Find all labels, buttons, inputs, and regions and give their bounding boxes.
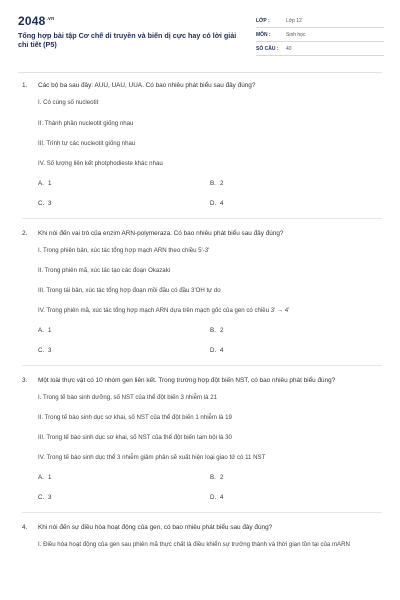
- question-stem: [22, 376, 382, 385]
- option-text: 4: [220, 494, 224, 501]
- meta-row-class: [256, 14, 384, 28]
- statement: I. Trong tế bào sinh dưỡng, số NST của thể đột biến 3 nhiễm là 21: [38, 394, 218, 401]
- option-text: 4: [220, 347, 224, 354]
- statement: I. Điều hòa hoạt động của gen sau phiên mã thực chất là điều khiển sự trưởng thành và thời gian tồn tại của mARN: [38, 541, 350, 548]
- question-number: 1.: [22, 82, 28, 89]
- question-text: Một loài thực vật có 10 nhóm gen liên kết. Trong trường hợp đột biến NST, có bao nhiêu phát biểu đúng?: [38, 377, 336, 384]
- question-list: [22, 81, 382, 549]
- question-3: [22, 376, 382, 502]
- option-letter: C.: [38, 347, 45, 354]
- question-number: 3.: [22, 377, 28, 384]
- option-b[interactable]: [210, 179, 350, 188]
- question-text: Khi nói đến sự điều hòa hoạt động của gen, có bao nhiêu phát biểu sau đây đúng?: [38, 524, 273, 531]
- statement: I. Có cùng số nucleotit: [38, 99, 99, 106]
- option-d[interactable]: [210, 199, 350, 208]
- option-d[interactable]: [210, 346, 350, 355]
- logo-text: 2048: [18, 14, 46, 28]
- document-header: [18, 14, 382, 70]
- option-c[interactable]: [38, 346, 210, 355]
- answer-options: [38, 493, 382, 502]
- meta-value: Sinh học: [286, 31, 306, 38]
- option-text: 2: [220, 327, 224, 334]
- option-text: 2: [220, 474, 224, 481]
- option-letter: D.: [210, 347, 217, 354]
- option-letter: C.: [38, 200, 45, 207]
- option-letter: B.: [210, 474, 216, 481]
- statement: III. Trong tế bào sinh dục sơ khai, số NST của thể đột biến tam bội là 30: [38, 434, 232, 441]
- question-1: [22, 81, 382, 208]
- option-letter: D.: [210, 200, 217, 207]
- option-text: 1: [48, 474, 52, 481]
- option-d[interactable]: [210, 493, 350, 502]
- answer-options: [38, 473, 382, 482]
- option-a[interactable]: [38, 473, 210, 482]
- option-a[interactable]: [38, 326, 210, 335]
- option-a[interactable]: [38, 179, 210, 188]
- statement: II. Trong tế bào sinh dục sơ khai, số NST của thể đột biến 1 nhiễm là 19: [38, 414, 232, 421]
- header-divider: [18, 72, 382, 73]
- meta-value: 40: [286, 45, 292, 52]
- option-letter: A.: [38, 474, 44, 481]
- option-letter: A.: [38, 327, 44, 334]
- option-letter: D.: [210, 494, 217, 501]
- question-2: [22, 229, 382, 355]
- option-text: 1: [48, 327, 52, 334]
- answer-options: [38, 179, 382, 188]
- option-text: 2: [220, 180, 224, 187]
- option-c[interactable]: [38, 493, 210, 502]
- question-4: [22, 523, 382, 549]
- meta-row-subject: [256, 28, 384, 42]
- option-b[interactable]: [210, 326, 350, 335]
- meta-value: Lớp 12: [286, 17, 302, 24]
- option-letter: B.: [210, 327, 216, 334]
- meta-key: SỐ CÂU :: [256, 45, 279, 52]
- statement: II. Thành phần nucleotit giống nhau: [38, 120, 134, 127]
- question-stem: [22, 229, 382, 238]
- option-text: 3: [48, 347, 52, 354]
- option-text: 3: [48, 200, 52, 207]
- question-stem: [22, 81, 382, 90]
- answer-options: [38, 199, 382, 208]
- statement: IV. Số lượng liên kết photphodieste khác nhau: [38, 160, 163, 167]
- question-text: Khi nói đến vai trò của enzim ARN-polymeraza. Có bao nhiêu phát biểu sau đây đúng?: [38, 230, 284, 237]
- statement: II. Trong phiên mã, xúc tác tạo các đoạn Okazaki: [38, 267, 171, 274]
- option-letter: B.: [210, 180, 216, 187]
- meta-key: LỚP :: [256, 17, 270, 24]
- option-text: 4: [220, 200, 224, 207]
- statement: IV. Trong phiên mã, xúc tác tổng hợp mạch ARN dựa trên mạch gốc của gen có chiều 3' → 4': [38, 307, 290, 314]
- option-c[interactable]: [38, 199, 210, 208]
- question-text: Các bộ ba sau đây: AUU, UAU, UUA. Có bao nhiêu phát biểu sau đây đúng?: [38, 82, 256, 89]
- option-text: 1: [48, 180, 52, 187]
- meta-row-count: [256, 42, 384, 56]
- statement: III. Trình tự các nucleotit giống nhau: [38, 140, 136, 147]
- question-number: 4.: [22, 524, 28, 531]
- statement: III. Trong tái bản, xúc tác tổng hợp đoạn mồi đầu có đầu 3'OH tự do: [38, 287, 221, 294]
- document-meta: [256, 14, 384, 56]
- statement: I. Trong phiên bản, xúc tác tổng hợp mạch ARN theo chiều 5'-3': [38, 247, 210, 254]
- question-number: 2.: [22, 230, 28, 237]
- question-stem: [22, 523, 382, 532]
- option-text: 3: [48, 494, 52, 501]
- meta-key: MÔN :: [256, 31, 271, 38]
- statement: IV. Trong tế bào sinh dục thể 3 nhiễm giảm phân sẽ xuất hiện loại giao tử có 11 NST: [38, 454, 266, 461]
- logo-suffix: .vn: [46, 16, 55, 22]
- option-letter: A.: [38, 180, 44, 187]
- answer-options: [38, 326, 382, 335]
- option-b[interactable]: [210, 473, 350, 482]
- option-letter: C.: [38, 494, 45, 501]
- answer-options: [38, 346, 382, 355]
- document-title: Tổng hợp bài tập Cơ chế di truyền và biến dị cực hay có lời giải chi tiết (P5): [18, 31, 237, 49]
